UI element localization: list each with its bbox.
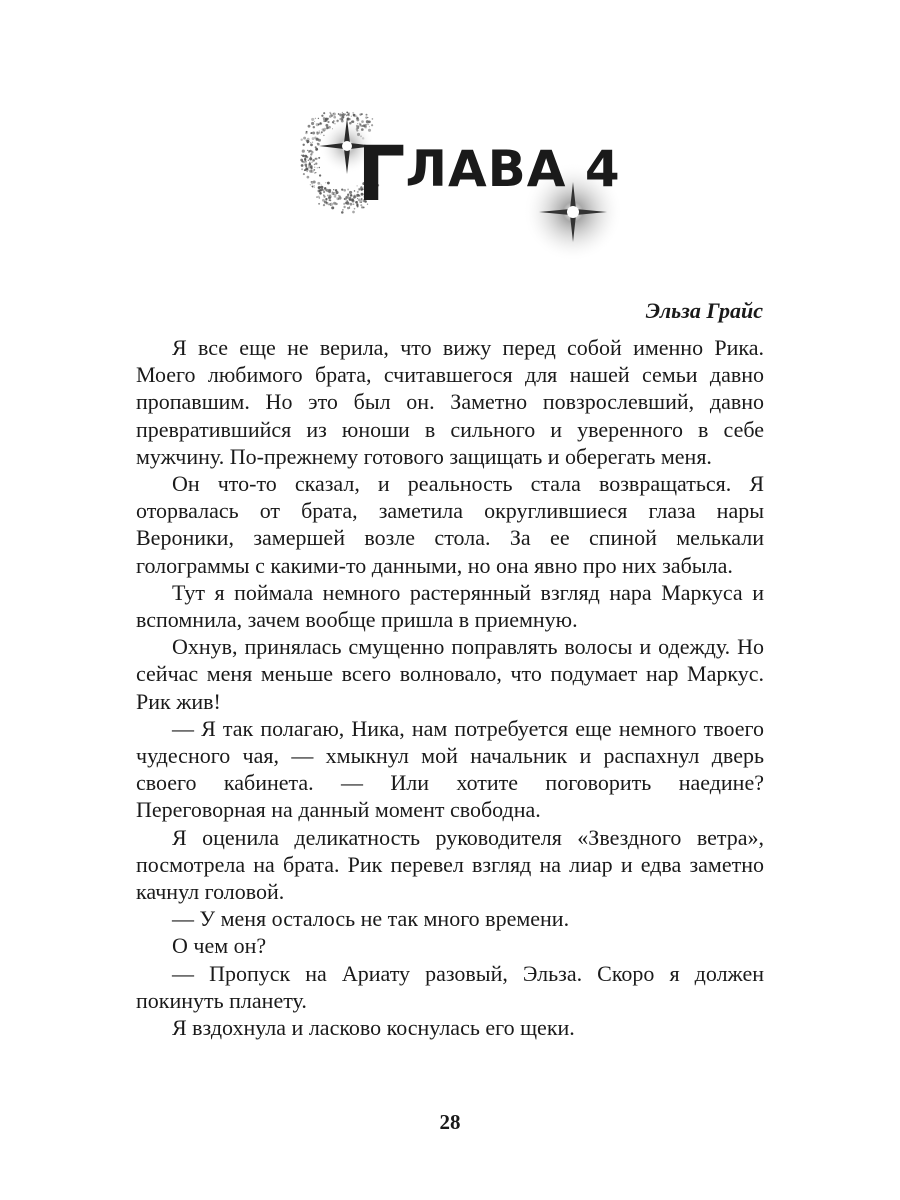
dust-particle [352, 112, 354, 114]
dust-particle [311, 151, 312, 152]
chapter-heading [295, 110, 635, 280]
dust-particle [356, 116, 357, 117]
dust-particle [316, 148, 317, 149]
dust-particle [349, 206, 350, 207]
dust-particle [303, 173, 305, 175]
dust-particle [318, 123, 320, 125]
dust-particle [309, 150, 311, 152]
dust-particle [302, 150, 305, 153]
dust-particle [333, 113, 336, 116]
dust-particle [318, 186, 321, 189]
dust-particle [352, 200, 355, 203]
dust-particle [327, 194, 329, 196]
dust-particle [328, 190, 331, 193]
dust-particle [310, 156, 311, 157]
paragraph: Я вздохнула и ласково коснулась его щеки. [172, 1015, 575, 1041]
dust-particle [330, 113, 331, 114]
dust-particle [331, 193, 333, 195]
dust-particle [303, 161, 306, 164]
dust-particle [306, 131, 308, 133]
dust-particle [319, 130, 320, 131]
dust-particle [300, 159, 303, 162]
dust-particle [316, 163, 317, 164]
dust-particle [325, 182, 326, 183]
dust-particle [313, 180, 316, 183]
dust-particle [349, 199, 351, 201]
dust-particle [310, 165, 313, 168]
dust-particle [316, 196, 317, 197]
dust-particle [347, 194, 349, 196]
dust-particle [321, 184, 322, 185]
dust-particle [310, 144, 313, 147]
dust-particle [318, 118, 319, 119]
dust-particle [311, 181, 312, 182]
dust-particle [325, 118, 327, 120]
dust-particle [333, 192, 335, 194]
dust-particle [314, 167, 315, 168]
dust-particle [336, 197, 339, 200]
dust-particle [307, 138, 310, 141]
dust-particle [346, 115, 348, 117]
dust-particle [301, 139, 303, 141]
dust-particle [315, 147, 317, 149]
dust-particle [341, 211, 344, 214]
dust-particle [354, 208, 356, 210]
dust-particle [304, 164, 307, 167]
dust-particle [316, 138, 319, 141]
chapter-body [136, 334, 764, 1041]
dust-particle [313, 126, 315, 128]
dust-particle [354, 190, 356, 192]
dust-particle [327, 182, 330, 185]
dust-particle [315, 118, 316, 119]
dust-particle [327, 118, 329, 120]
dust-particle [349, 191, 352, 194]
dust-particle [312, 142, 313, 143]
dust-particle [313, 159, 315, 161]
dust-particle [350, 203, 353, 206]
dust-particle [369, 126, 370, 127]
dust-particle [311, 122, 314, 125]
dust-particle [372, 118, 374, 120]
dust-particle [313, 185, 314, 186]
dust-particle [314, 172, 315, 173]
dust-particle [324, 187, 326, 189]
dust-particle [349, 196, 351, 198]
dust-particle [347, 189, 349, 191]
dust-particle [345, 196, 348, 199]
dust-particle [354, 195, 356, 197]
dust-particle [329, 199, 331, 201]
dust-particle [320, 186, 323, 189]
dust-particle [317, 182, 320, 185]
dust-particle [302, 155, 305, 158]
dust-particle [326, 202, 327, 203]
paragraph: О чем он? [172, 933, 267, 959]
dust-particle [323, 191, 325, 193]
dust-particle [311, 152, 313, 154]
dust-particle [318, 196, 320, 198]
dust-particle [359, 113, 361, 115]
dust-particle [332, 192, 334, 194]
dust-particle [348, 112, 350, 114]
dust-particle [322, 189, 324, 191]
dust-particle [366, 120, 369, 123]
paragraph: Я все еще не верила, что вижу перед собой именно Рика. Моего любимого брата, считавшегося для нашей семьи давно пропавшим. Но это был он. Заметно повзрослевший, давно превратившийся из юноши в сильного и уверенного в себе мужчину. По-прежнему готового защищать и оберегать меня. [136, 335, 764, 469]
dust-particle [301, 155, 302, 156]
dust-particle [345, 202, 348, 205]
dust-particle [304, 159, 306, 161]
dust-particle [311, 118, 314, 121]
dust-particle [333, 194, 335, 196]
dust-particle [308, 160, 310, 162]
paragraph: — Пропуск на Ариату разовый, Эльза. Скоро я должен покинуть планету. [136, 960, 764, 1013]
dust-particle [307, 150, 308, 151]
dust-particle [316, 132, 318, 134]
dust-particle [315, 158, 317, 160]
dust-particle [336, 203, 338, 205]
dust-particle [314, 187, 315, 188]
dust-particle [343, 206, 345, 208]
paragraph: Тут я поймала немного растерянный взгляд нара Маркуса и вспомнила, зачем вообще пришла в приемную. [136, 579, 764, 633]
dust-particle [303, 144, 305, 146]
dust-particle [318, 203, 320, 205]
dust-particle [339, 114, 342, 117]
dust-particle [323, 204, 325, 206]
dust-particle [353, 114, 355, 116]
paragraph: — У меня осталось не так много времени. [172, 906, 570, 932]
dust-particle [333, 207, 334, 208]
dust-particle [304, 155, 307, 158]
dust-particle [329, 115, 332, 118]
dust-particle [333, 202, 336, 205]
dust-particle [319, 192, 322, 195]
dust-particle [325, 198, 327, 200]
dust-particle [352, 211, 355, 214]
dust-particle [307, 176, 310, 179]
dust-particle [344, 198, 346, 200]
dust-particle [301, 164, 304, 167]
paragraph: Я оценила деликатность руководителя «Звездного ветра», посмотрела на брата. Рик перевел взгляд на лиар и едва заметно качнул головой. [136, 824, 764, 905]
dust-particle [353, 203, 355, 205]
dust-particle [307, 142, 308, 143]
dust-particle [307, 171, 308, 172]
dust-particle [311, 167, 313, 169]
dust-particle [371, 124, 373, 126]
dust-particle [343, 189, 346, 192]
dust-particle [357, 117, 359, 119]
dust-particle [319, 167, 321, 169]
dust-particle [328, 204, 330, 206]
dust-particle [351, 116, 352, 117]
chapter-title [357, 129, 621, 218]
paragraph: — Я так полагаю, Ника, нам потребуется еще немного твоего чудесного чая, — хмыкнул мой начальник и распахнул дверь своего кабинета. — Или хотите поговорить наедине? Переговорная на данный момент свободна. [136, 715, 764, 823]
dust-particle [367, 123, 369, 125]
dust-particle [347, 207, 349, 209]
dust-particle [333, 189, 334, 190]
dust-particle [320, 133, 321, 134]
dust-particle [321, 115, 323, 117]
dust-particle [318, 157, 320, 159]
dust-particle [323, 196, 325, 198]
dust-particle [305, 167, 308, 170]
dust-particle [323, 112, 325, 114]
dust-particle [312, 131, 315, 134]
dust-particle [314, 121, 315, 122]
dust-particle [319, 174, 321, 176]
chapter-title-initial: Г [357, 129, 406, 218]
dust-particle [335, 196, 336, 197]
dust-particle [303, 137, 306, 140]
dust-particle [312, 137, 315, 140]
chapter-title-rest: ЛАВА 4 [405, 140, 621, 198]
dust-particle [335, 191, 338, 194]
dust-particle [310, 142, 311, 143]
dust-particle [301, 168, 303, 170]
dust-particle [327, 121, 329, 123]
dust-particle [345, 114, 346, 115]
dust-particle [338, 195, 340, 197]
dust-particle [321, 132, 322, 133]
dust-particle [319, 189, 322, 192]
dust-particle [308, 165, 309, 166]
paragraph: Охнув, принялась смущенно поправлять волосы и одежду. Но сейчас меня меньше всего волновало, что подумает нар Маркус. Рик жив! [136, 634, 764, 714]
dust-particle [342, 112, 343, 113]
dust-particle [333, 116, 336, 119]
dust-particle [365, 116, 367, 118]
dust-particle [317, 167, 318, 168]
page-number: 28 [439, 1110, 461, 1134]
dust-particle [346, 112, 348, 114]
dust-particle [313, 169, 315, 171]
dust-particle [314, 164, 316, 166]
dust-particle [311, 161, 313, 163]
dust-particle [338, 113, 340, 115]
dust-particle [309, 170, 312, 173]
dust-particle [366, 114, 368, 116]
pov-author: Эльза Грайс [645, 298, 763, 323]
dust-particle [341, 189, 343, 191]
dust-particle [310, 184, 311, 185]
paragraph: Он что-то сказал, и реальность стала возвращаться. Я оторвалась от брата, заметила округлившиеся глаза нары Вероники, замершей возле стола. За ее спиной мелькали голограммы с какими-то данными, но она явно про них забыла. [136, 471, 764, 578]
dust-particle [367, 117, 368, 118]
dust-particle [311, 185, 313, 187]
dust-particle [309, 157, 312, 160]
dust-particle [308, 125, 311, 128]
dust-particle [328, 196, 331, 199]
dust-particle [319, 122, 321, 124]
dust-particle [342, 209, 344, 211]
